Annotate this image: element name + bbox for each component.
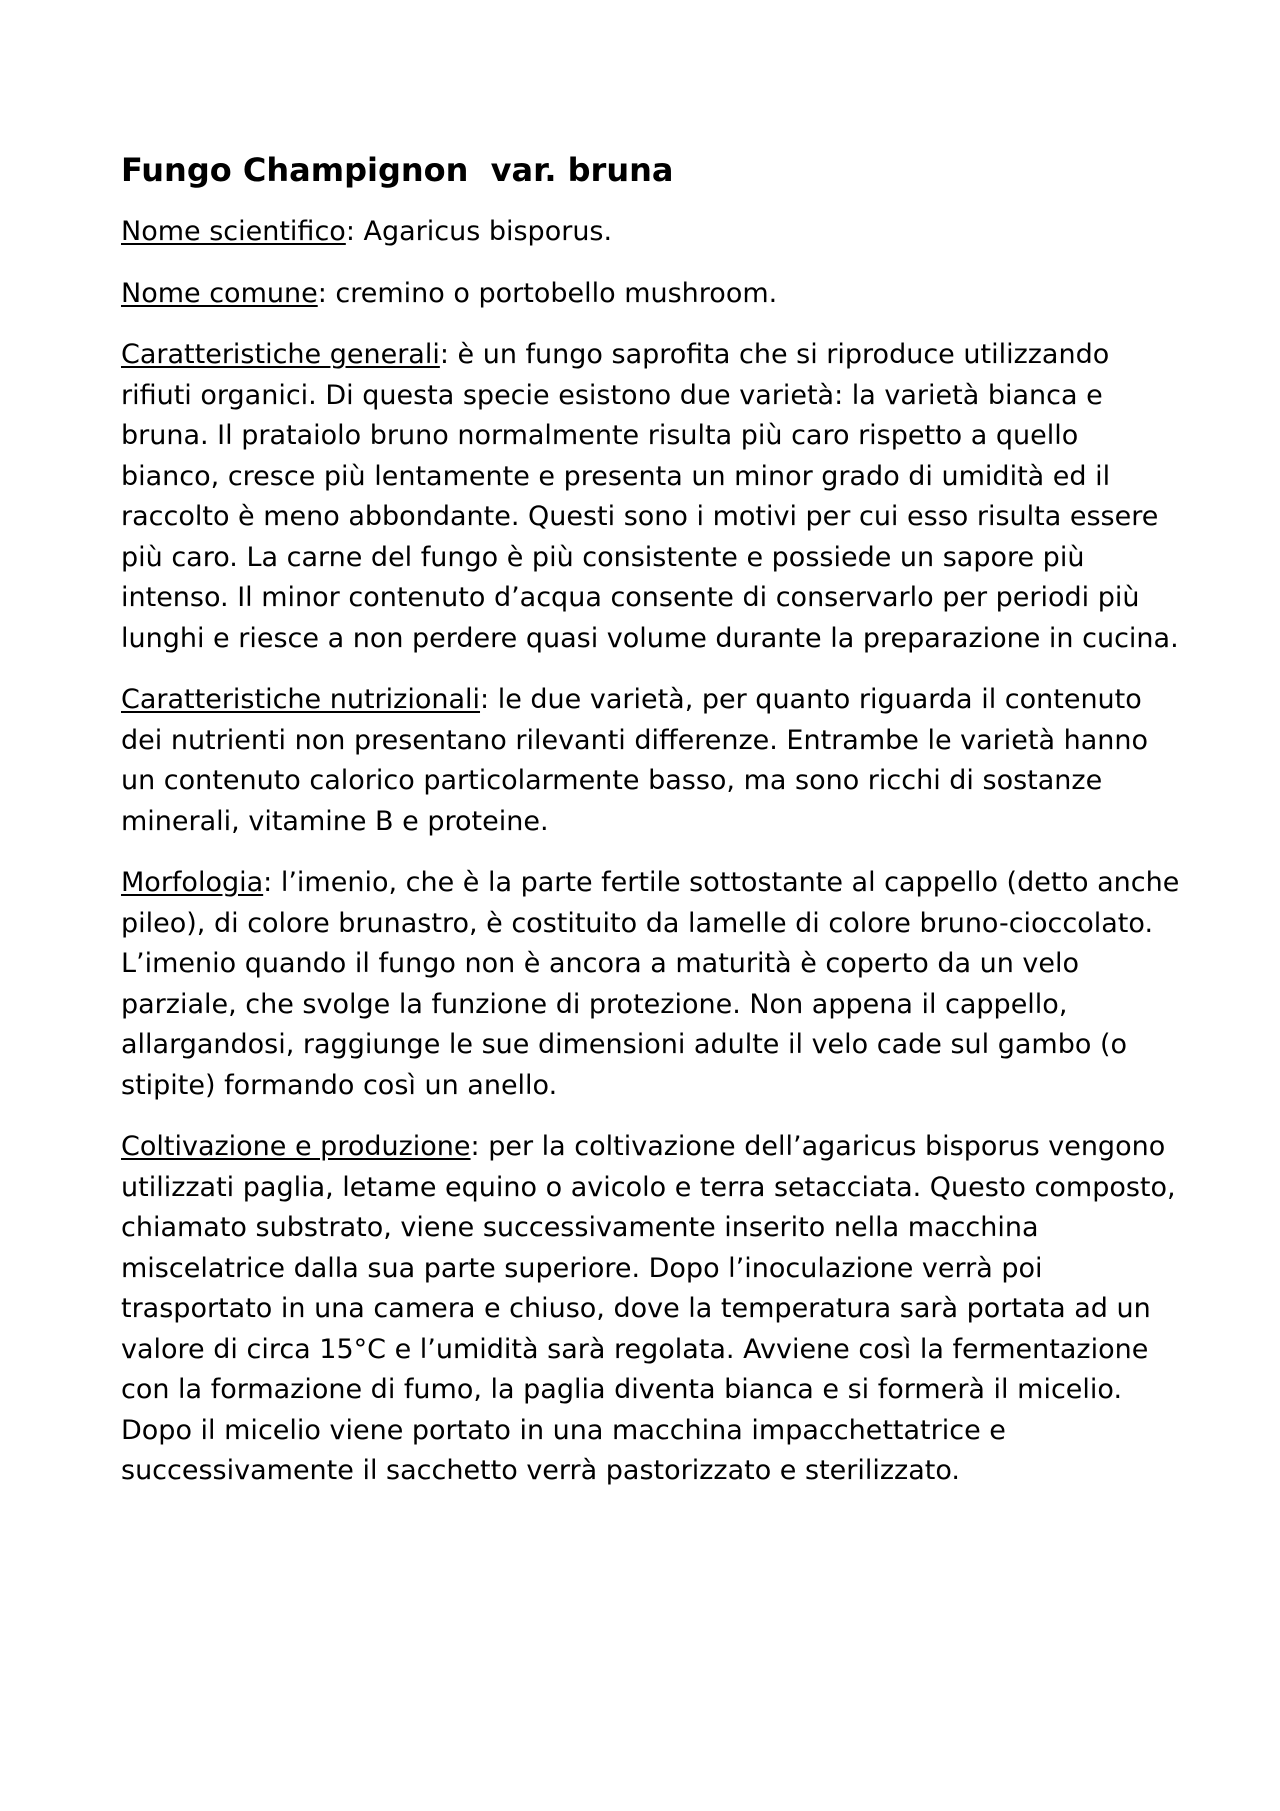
section-caratteristiche-nutrizionali — [121, 680, 1181, 842]
section-text: : cremino o portobello mushroom. — [317, 277, 778, 309]
section-coltivazione-produzione — [121, 1127, 1181, 1492]
section-nome-comune — [121, 274, 1181, 315]
section-label: Caratteristiche generali — [121, 339, 440, 370]
document-title: Fungo Champignon var. bruna — [121, 151, 674, 189]
section-label: Nome scientifico — [121, 216, 346, 247]
document-page — [121, 146, 1181, 1513]
section-label: Morfologia — [121, 867, 264, 898]
section-label: Nome comune — [121, 277, 318, 309]
section-text: : è un fungo saprofita che si riproduce utilizzando rifiuti organici. Di questa specie esistono due varietà: la varietà bianca e bruna. Il prataiolo bruno normalmente risulta più caro rispetto a quello bianco, cresce più lentamente e presenta un minor grado di umidità ed il raccolto è meno abbondante. Questi sono i motivi per cui esso risulta essere più caro. La carne del fungo è più consistente e possiede un sapore più intenso. Il minor contenuto d’acqua consente di conservarlo per periodi più lunghi e riesce a non perdere quasi volume durante la preparazione in cucina. — [121, 339, 1179, 654]
section-label: Coltivazione e produzione — [121, 1131, 471, 1162]
section-caratteristiche-generali — [121, 335, 1181, 659]
section-text: : Agaricus bisporus. — [345, 216, 613, 247]
section-morfologia — [121, 863, 1181, 1106]
section-nome-scientifico — [121, 212, 1181, 253]
section-text: : l’imenio, che è la parte fertile sottostante al cappello (detto anche pileo), di colore brunastro, è costituito da lamelle di colore bruno-cioccolato. L’imenio quando il fungo non è ancora a maturità è coperto da un velo parziale, che svolge la funzione di protezione. Non appena il cappello, allargandosi, raggiunge le sue dimensioni adulte il velo cade sul gambo (o stipite) formando così un anello. — [121, 867, 1180, 1101]
section-text: : le due varietà, per quanto riguarda il contenuto dei nutrienti non presentano rilevanti differenze. Entrambe le varietà hanno un contenuto calorico particolarmente basso, ma sono ricchi di sostanze minerali, vitamine B e proteine. — [121, 684, 1149, 837]
section-text: : per la coltivazione dell’agaricus bisporus vengono utilizzati paglia, letame equino o avicolo e terra setacciata. Questo composto, chiamato substrato, viene successivamente inserito nella macchina miscelatrice dalla sua parte superiore. Dopo l’inoculazione verrà poi trasportato in una camera e chiuso, dove la temperatura sarà portata ad un valore di circa 15°C e l’umidità sarà regolata. Avviene così la fermentazione con la formazione di fumo, la paglia diventa bianca e si formerà il micelio. Dopo il micelio viene portato in una macchina impacchettatrice e successivamente il sacchetto verrà pastorizzato e sterilizzato. — [121, 1131, 1176, 1486]
section-label: Caratteristiche nutrizionali — [121, 684, 481, 715]
